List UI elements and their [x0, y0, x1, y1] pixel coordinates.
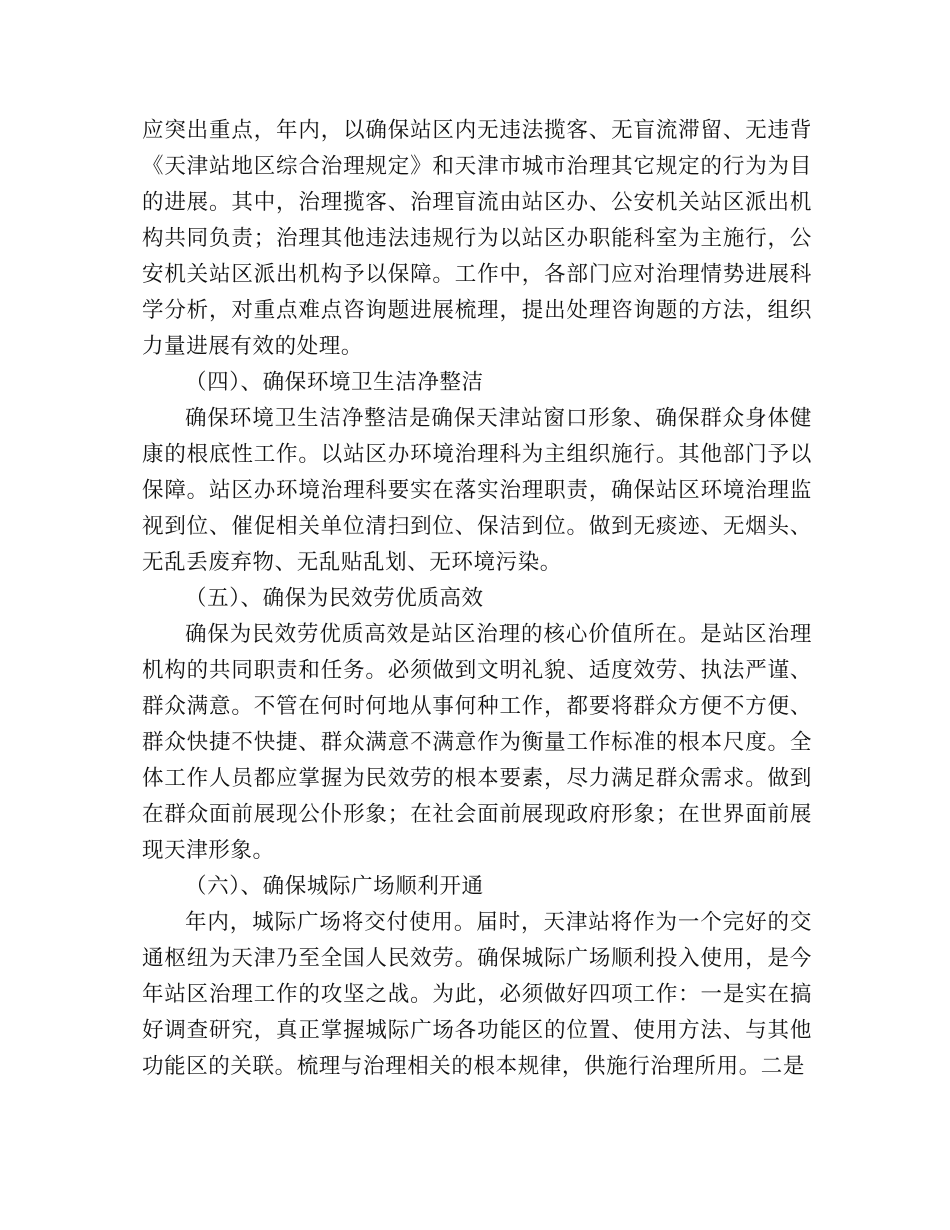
paragraph-public-service: 确保为民效劳优质高效是站区治理的核心价值所在。是站区治理机构的共同职责和任务。必须做到文明礼貌、适度效劳、执法严谨、群众满意。不管在何时何地从事何种工作，都要将群众方便不方便、群众快捷不快捷、群众满意不满意作为衡量工作标准的根本尺度。全体工作人员都应掌握为民效劳的根本要素，尽力满足群众需求。做到在群众面前展现公仆形象；在社会面前展现政府形象；在世界面前展现天津形象。 [142, 622, 812, 863]
paragraph-governance-focus: 应突出重点，年内，以确保站区内无违法揽客、无盲流滞留、无违背《天津站地区综合治理规定》和天津市城市治理其它规定的行为为目的进展。其中，治理揽客、治理盲流由站区办、公安机关站区派出机构共同负责；治理其他违法违规行为以站区办职能科室为主施行，公安机关站区派出机构予以保障。工作中，各部门应对治理情势进展科学分析，对重点难点咨询题进展梳理，提出处理咨询题的方法，组织力量进展有效的处理。 [142, 118, 812, 359]
paragraph-environment-hygiene: 确保环境卫生洁净整洁是确保天津站窗口形象、确保群众身体健康的根底性工作。以站区办环境治理科为主组织施行。其他部门予以保障。站区办环境治理科要实在落实治理职责，确保站区环境治理监视到位、催促相关单位清扫到位、保洁到位。做到无痰迹、无烟头、无乱丢废弃物、无乱贴乱划、无环境污染。 [142, 406, 812, 575]
document-body [142, 113, 812, 1085]
section-heading-6: （六）、确保城际广场顺利开通 [185, 874, 484, 899]
section-heading-5: （五）、确保为民效劳优质高效 [185, 586, 484, 611]
paragraph-intercity-plaza: 年内，城际广场将交付使用。届时，天津站将作为一个完好的交通枢纽为天津乃至全国人民效劳。确保城际广场顺利投入使用，是今年站区治理工作的攻坚之战。为此，必须做好四项工作：一是实在搞好调查研究，真正掌握城际广场各功能区的位置、使用方法、与其他功能区的关联。梳理与治理相关的根本规律，供施行治理所用。二是 [142, 910, 812, 1079]
section-heading-4: （四）、确保环境卫生洁净整洁 [185, 370, 484, 395]
